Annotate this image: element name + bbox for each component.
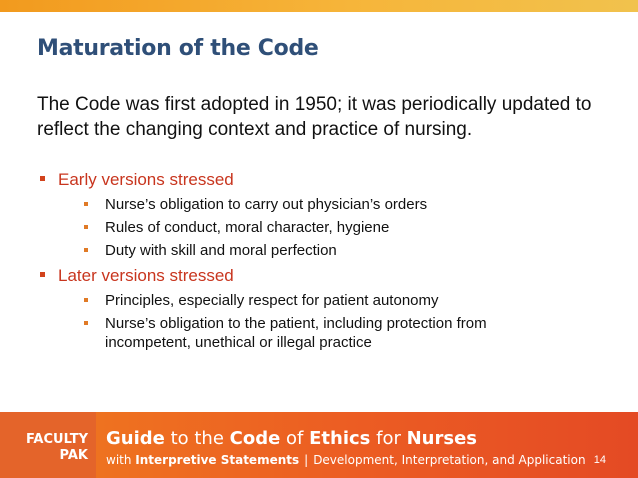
- list-item-text: Nurse’s obligation to carry out physician’s orders: [105, 196, 428, 213]
- nurses-word: Nurses: [406, 428, 477, 449]
- list-item-text: Duty with skill and moral perfection: [105, 242, 337, 259]
- guide-connector: of: [280, 428, 310, 449]
- faculty-pak-logo: [0, 412, 96, 478]
- slide-title: Maturation of the Code: [37, 36, 319, 61]
- bullet-section-later: [37, 264, 617, 352]
- square-bullet-icon: [84, 298, 88, 302]
- square-bullet-icon: [40, 176, 45, 181]
- section-heading: Early versions stressed: [58, 170, 234, 189]
- faculty-label: FACULTY: [26, 432, 88, 447]
- list-item-text: Principles, especially respect for patient autonomy: [105, 292, 439, 309]
- list-item: [58, 291, 575, 310]
- guide-word: Guide: [106, 428, 165, 449]
- guide-subtitle: [106, 453, 586, 467]
- bullet-list: [37, 165, 617, 356]
- subtitle-description: Development, Interpretation, and Application: [313, 453, 586, 467]
- square-bullet-icon: [40, 272, 45, 277]
- list-item: [58, 218, 575, 237]
- guide-title: [106, 429, 477, 449]
- pak-label: PAK: [59, 448, 88, 463]
- subtitle-connector: with: [106, 453, 136, 467]
- section-heading: Later versions stressed: [58, 266, 234, 285]
- list-item-text: Nurse’s obligation to the patient, including protection from incompetent, unethical or illegal practice: [105, 315, 487, 351]
- list-item-text: Rules of conduct, moral character, hygiene: [105, 219, 390, 236]
- square-bullet-icon: [84, 248, 88, 252]
- square-bullet-icon: [84, 202, 88, 206]
- bullet-section-early: [37, 168, 617, 260]
- sub-bullet-list: [58, 291, 617, 352]
- page-number: 14: [593, 454, 606, 466]
- guide-connector: for: [370, 428, 407, 449]
- subtitle-separator: |: [304, 453, 309, 467]
- footer-banner: [0, 412, 638, 478]
- square-bullet-icon: [84, 321, 88, 325]
- list-item: [58, 314, 575, 352]
- top-accent-band: [0, 0, 638, 12]
- list-item: [58, 195, 575, 214]
- sub-bullet-list: [58, 195, 617, 260]
- intro-paragraph: The Code was first adopted in 1950; it was periodically updated to reflect the changing context and practice of nursing.: [37, 94, 592, 140]
- code-word: Code: [229, 428, 281, 449]
- ethics-word: Ethics: [309, 428, 371, 449]
- guide-connector: to the: [164, 428, 230, 449]
- list-item: [58, 241, 575, 260]
- square-bullet-icon: [84, 225, 88, 229]
- interpretive-statements: Interpretive Statements: [135, 453, 300, 467]
